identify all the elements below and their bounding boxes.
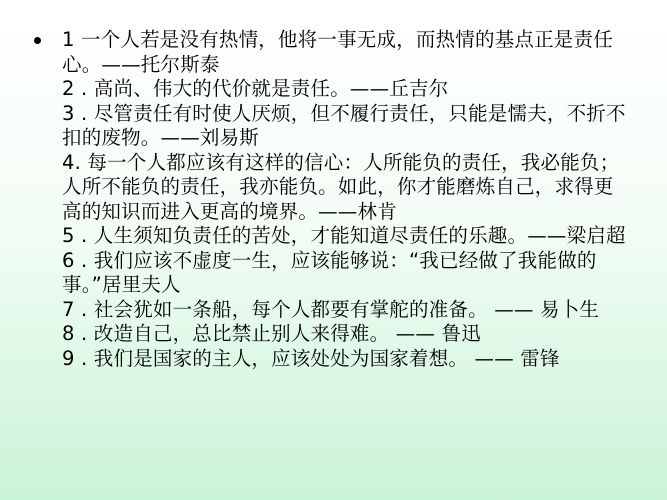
quote-item-6: 6 . 我们应该不虚度一生，应该能够说：“我已经做了我能做的事。”居里夫人 [62, 248, 597, 296]
quote-item-5: 5 . 人生须知负责任的苦处，才能知道尽责任的乐趣。——梁启超 [62, 224, 626, 247]
quote-item-3: 3 . 尽管责任有时使人厌烦，但不履行责任，只能是懦夫，不折不扣的废物。——刘易斯 [62, 101, 626, 149]
quote-item-7: 7 . 社会犹如一条船，每个人都要有掌舵的准备。 —— 易卜生 [62, 297, 600, 321]
quote-item-2: 2 . 高尚、伟大的代价就是责任。——丘吉尔 [62, 77, 449, 100]
quote-item-1: 1 一个人若是没有热情，他将一事无成，而热情的基点正是责任心。——托尔斯泰 [62, 28, 613, 76]
quote-item-4: 4. 每一个人都应该有这样的信心：人所能负的责任，我必能负；人所不能负的责任，我亦能负。如此，你才能磨炼自己，求得更高的知识而进入更高的境界。——林肯 [62, 150, 620, 223]
bullet-dot-icon [34, 37, 41, 44]
quote-list [62, 28, 632, 371]
quote-item-9: 9 . 我们是国家的主人，应该处处为国家着想。 —— 雷锋 [62, 346, 560, 370]
quote-item-8: 8 . 改造自己，总比禁止别人来得难。 —— 鲁迅 [62, 322, 481, 345]
